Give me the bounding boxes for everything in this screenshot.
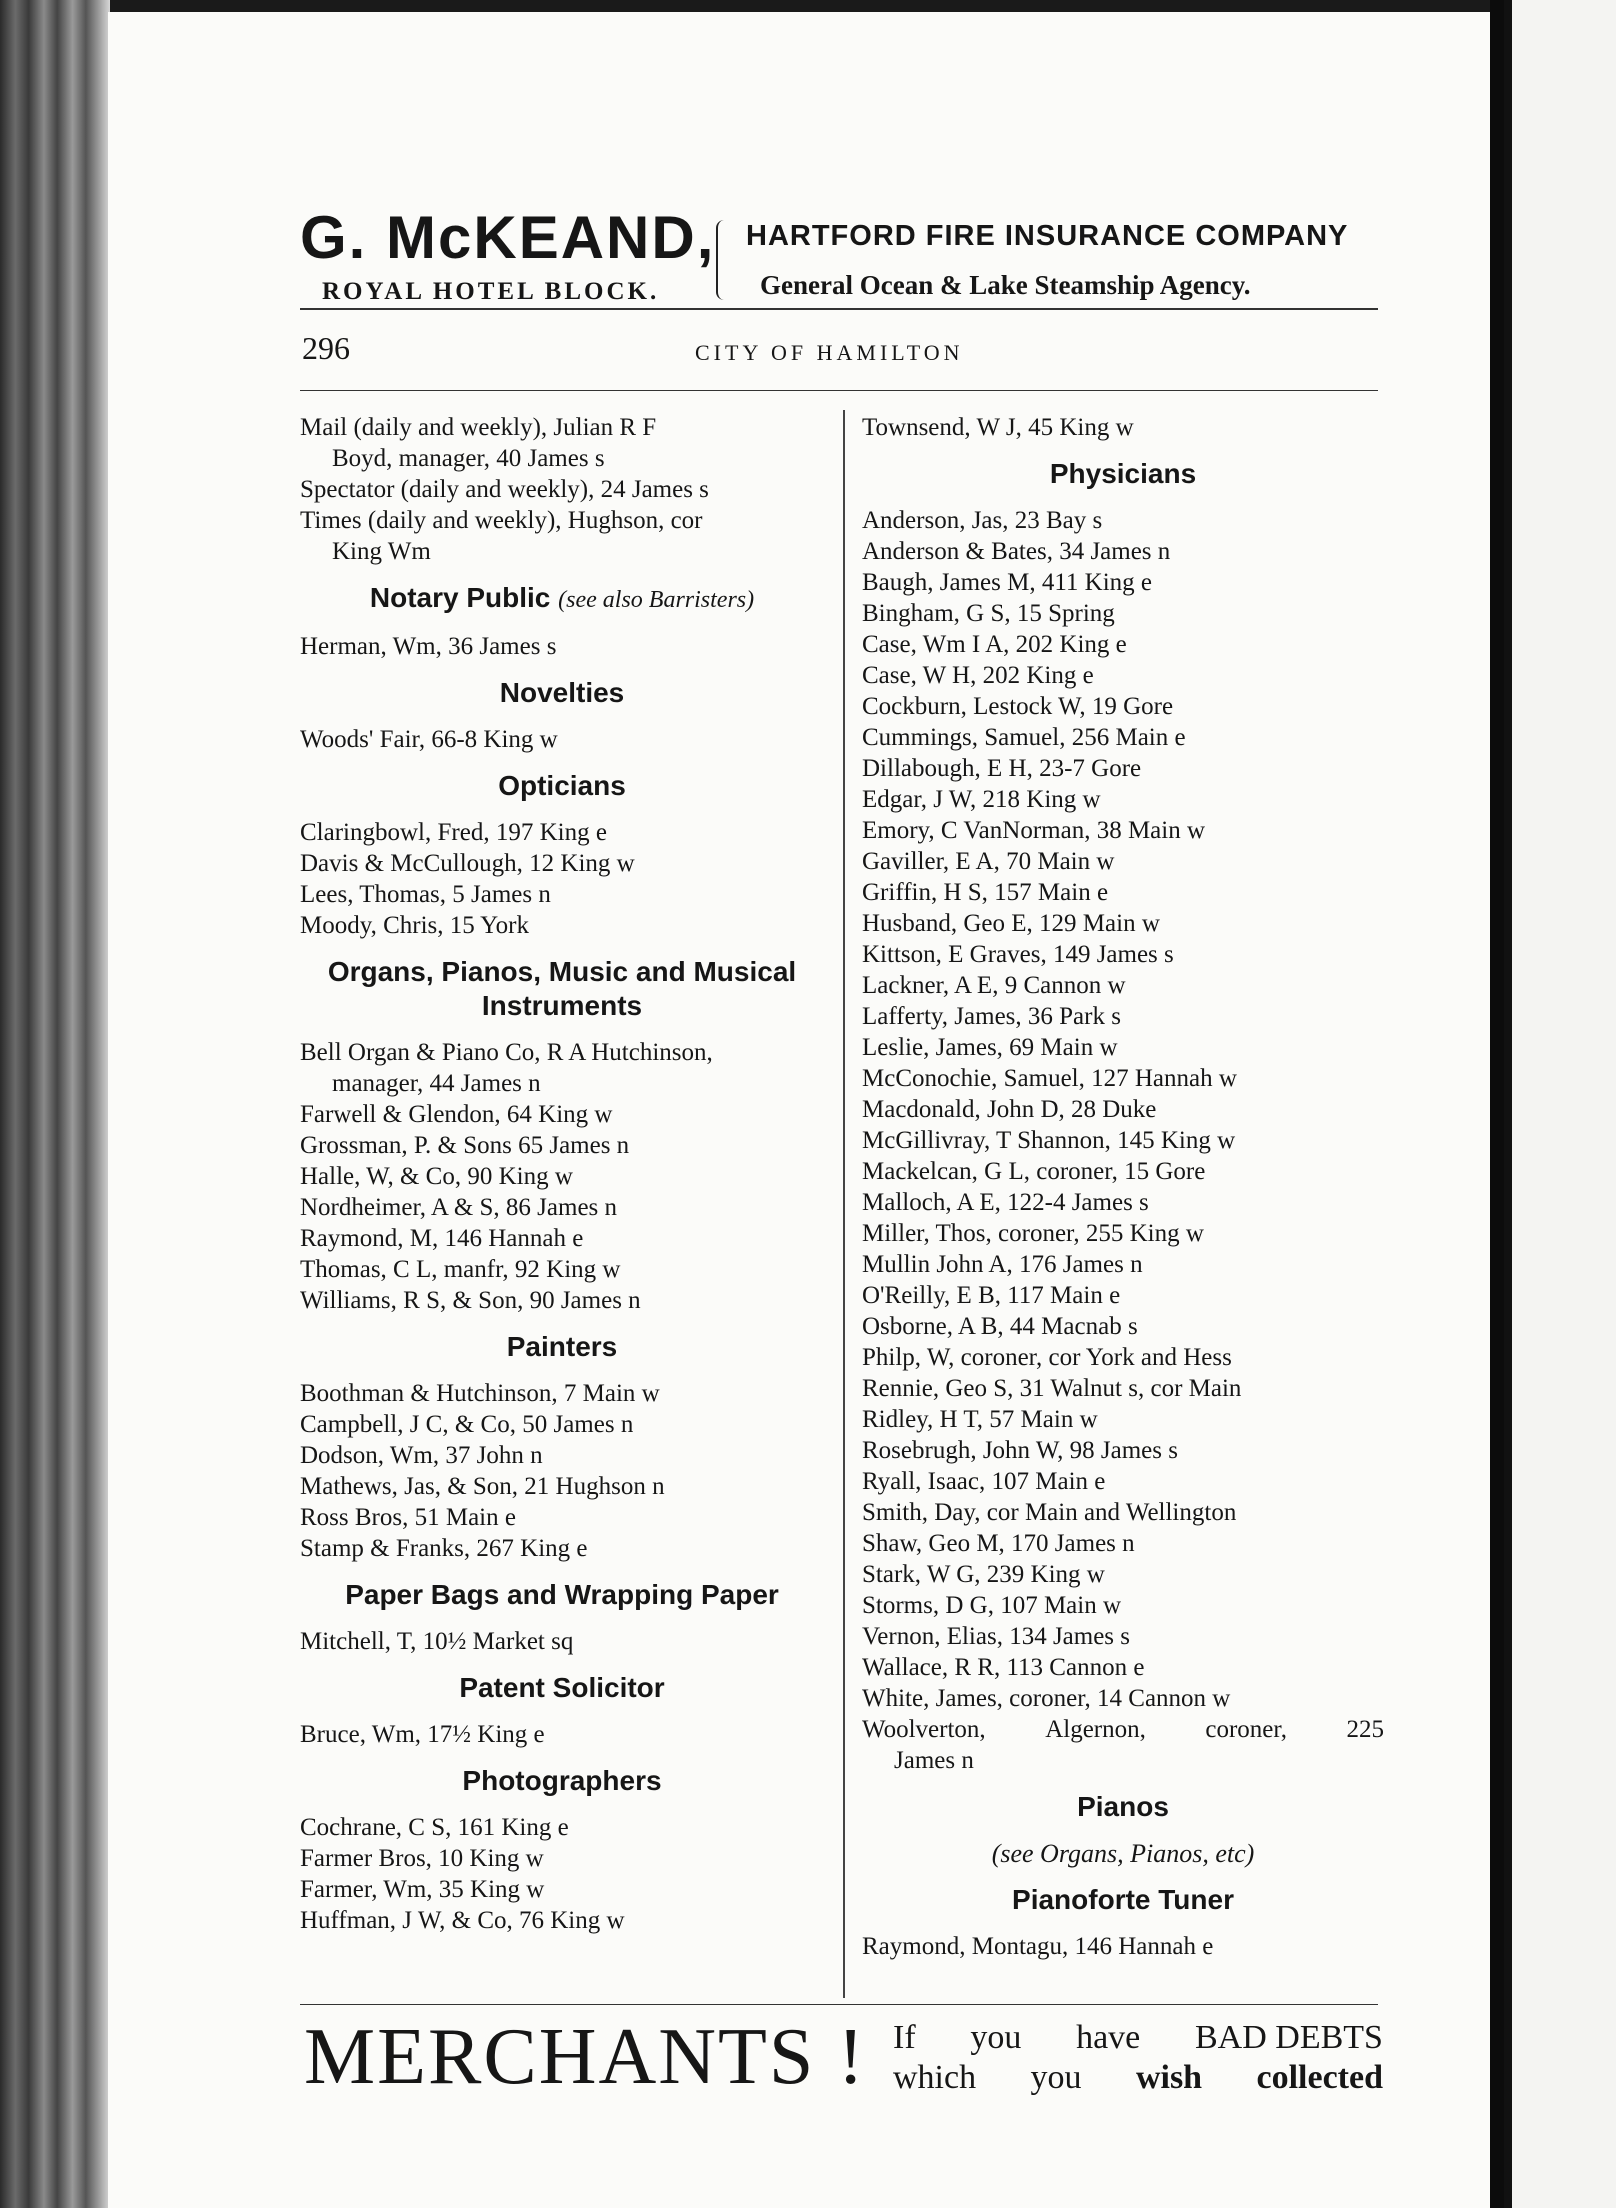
list-item: Lees, Thomas, 5 James n — [300, 881, 551, 908]
left-column — [300, 412, 824, 1936]
section-heading-novelties: Novelties — [499, 677, 625, 708]
section-heading-patent-solicitor: Patent Solicitor — [459, 1672, 665, 1703]
section-heading-organs: Organs, Pianos, Music and Musical Instruments — [327, 956, 797, 1021]
section-heading-paper-bags: Paper Bags and Wrapping Paper — [345, 1579, 779, 1610]
list-item: Edgar, J W, 218 King w — [862, 786, 1101, 813]
list-item: Stark, W G, 239 King w — [862, 1561, 1105, 1588]
list-item: Raymond, Montagu, 146 Hannah e — [862, 1933, 1214, 1960]
cross-reference: (see also Barristers) — [558, 587, 755, 613]
list-item: Nordheimer, A & S, 86 James n — [300, 1194, 618, 1221]
running-title: CITY OF HAMILTON — [695, 340, 964, 365]
section-heading-pianos: Pianos — [1077, 1791, 1169, 1822]
page-number: 296 — [302, 330, 350, 366]
next-page-strip — [1504, 0, 1616, 2208]
section-heading-pianoforte-tuner: Pianoforte Tuner — [1012, 1884, 1234, 1915]
list-item: Husband, Geo E, 129 Main w — [862, 910, 1160, 937]
list-item: Rennie, Geo S, 31 Walnut s, cor Main — [862, 1375, 1242, 1402]
list-item: Leslie, James, 69 Main w — [862, 1034, 1118, 1061]
list-item: Gaviller, E A, 70 Main w — [862, 848, 1115, 875]
list-item: Case, W H, 202 King e — [862, 662, 1094, 689]
list-item: Dillabough, E H, 23-7 Gore — [862, 755, 1142, 782]
header-advertisement — [300, 200, 1380, 310]
physicians-list — [862, 505, 1384, 1714]
list-item: Farwell & Glendon, 64 King w — [300, 1101, 613, 1128]
list-item: Emory, C VanNorman, 38 Main w — [862, 817, 1206, 844]
list-item: Lafferty, James, 36 Park s — [862, 1003, 1121, 1030]
section-heading-opticians: Opticians — [498, 770, 626, 801]
firm-name: G. McKEAND, — [300, 204, 716, 271]
list-item: Osborne, A B, 44 Macnab s — [862, 1313, 1138, 1340]
list-item: Moody, Chris, 15 York — [300, 912, 529, 939]
section-heading-photographers: Photographers — [462, 1765, 662, 1796]
title-rule — [300, 390, 1378, 391]
list-item: Vernon, Elias, 134 James s — [862, 1623, 1131, 1650]
brace-divider — [716, 220, 732, 300]
list-item: Spectator (daily and weekly), 24 James s — [300, 476, 709, 503]
cross-reference: (see Organs, Pianos, etc) — [991, 1839, 1255, 1868]
steamship-agency: General Ocean & Lake Steamship Agency. — [760, 270, 1251, 300]
list-item: Herman, Wm, 36 James s — [300, 633, 557, 660]
list-item: Townsend, W J, 45 King w — [862, 414, 1134, 441]
list-item: Cockburn, Lestock W, 19 Gore — [862, 693, 1174, 720]
list-item: Rosebrugh, John W, 98 James s — [862, 1437, 1178, 1464]
merchants-headline: MERCHANTS ! — [304, 2013, 867, 2101]
section-heading-painters: Painters — [506, 1331, 618, 1362]
list-item: Mullin John A, 176 James n — [862, 1251, 1143, 1278]
list-item: Ridley, H T, 57 Main w — [862, 1406, 1098, 1433]
list-item: Ross Bros, 51 Main e — [300, 1504, 516, 1531]
list-item: White, James, coroner, 14 Cannon w — [862, 1685, 1231, 1712]
list-item: Mathews, Jas, & Son, 21 Hughson n — [300, 1473, 665, 1500]
list-item: Malloch, A E, 122-4 James s — [862, 1189, 1149, 1216]
list-item: Claringbowl, Fred, 197 King e — [300, 819, 607, 846]
list-item: Griffin, H S, 157 Main e — [862, 879, 1109, 906]
section-heading-physicians: Physicians — [1049, 458, 1197, 489]
list-item: Cochrane, C S, 161 King e — [300, 1814, 569, 1841]
book-edge — [0, 0, 110, 2208]
list-item: Campbell, J C, & Co, 50 James n — [300, 1411, 634, 1438]
list-item: Case, Wm I A, 202 King e — [862, 631, 1127, 658]
list-item: Woods' Fair, 66-8 King w — [300, 726, 558, 753]
list-item: Wallace, R R, 113 Cannon e — [862, 1654, 1145, 1681]
list-item: Lackner, A E, 9 Cannon w — [862, 972, 1126, 999]
list-item: McGillivray, T Shannon, 145 King w — [862, 1127, 1236, 1154]
list-item: Philp, W, coroner, cor York and Hess — [862, 1344, 1232, 1371]
list-item: Macdonald, John D, 28 Duke — [862, 1096, 1157, 1123]
list-item: Miller, Thos, coroner, 255 King w — [862, 1220, 1204, 1247]
list-item: Stamp & Franks, 267 King e — [300, 1535, 588, 1562]
list-item: Bell Organ & Piano Co, R A Hutchinson, manager, 44 James n — [300, 1039, 713, 1097]
list-item: Huffman, J W, & Co, 76 King w — [300, 1907, 625, 1934]
list-item: Raymond, M, 146 Hannah e — [300, 1225, 584, 1252]
debt-collection-ad: If you have BAD DEBTS which you wish collected — [893, 2019, 1383, 2096]
list-item: Ryall, Isaac, 107 Main e — [862, 1468, 1106, 1495]
list-item: Storms, D G, 107 Main w — [862, 1592, 1122, 1619]
list-item: Woolverton, Algernon, coroner, 225 James n — [862, 1716, 1384, 1774]
list-item: Farmer Bros, 10 King w — [300, 1845, 544, 1872]
list-item: Boothman & Hutchinson, 7 Main w — [300, 1380, 660, 1407]
list-item: Williams, R S, & Son, 90 James n — [300, 1287, 641, 1314]
list-item: McConochie, Samuel, 127 Hannah w — [862, 1065, 1237, 1092]
list-item: Thomas, C L, manfr, 92 King w — [300, 1256, 621, 1283]
list-item: Mail (daily and weekly), Julian R F Boyd, manager, 40 James s — [300, 414, 657, 472]
list-item: O'Reilly, E B, 117 Main e — [862, 1282, 1121, 1309]
list-item: Davis & McCullough, 12 King w — [300, 850, 635, 877]
list-item: Smith, Day, cor Main and Wellington — [862, 1499, 1237, 1526]
list-item: Farmer, Wm, 35 King w — [300, 1876, 545, 1903]
list-item: Bingham, G S, 15 Spring — [862, 600, 1115, 627]
list-item: Mitchell, T, 10½ Market sq — [300, 1628, 574, 1655]
column-divider — [843, 410, 845, 1998]
list-item: Cummings, Samuel, 256 Main e — [862, 724, 1186, 751]
section-heading-notary: Notary Public (see also Barristers) — [369, 582, 755, 613]
list-item: Mackelcan, G L, coroner, 15 Gore — [862, 1158, 1206, 1185]
right-column — [862, 412, 1384, 1962]
list-item: Halle, W, & Co, 90 King w — [300, 1163, 573, 1190]
list-item: Anderson, Jas, 23 Bay s — [862, 507, 1103, 534]
firm-address: ROYAL HOTEL BLOCK. — [322, 278, 660, 305]
list-item: Kittson, E Graves, 149 James s — [862, 941, 1174, 968]
list-item: Bruce, Wm, 17½ King e — [300, 1721, 545, 1748]
list-item: Anderson & Bates, 34 James n — [862, 538, 1171, 565]
list-item: Baugh, James M, 411 King e — [862, 569, 1153, 596]
list-item: Grossman, P. & Sons 65 James n — [300, 1132, 630, 1159]
list-item: Dodson, Wm, 37 John n — [300, 1442, 543, 1469]
list-item: Times (daily and weekly), Hughson, cor King Wm — [300, 507, 703, 565]
footer-rule — [300, 2004, 1378, 2005]
list-item: Shaw, Geo M, 170 James n — [862, 1530, 1135, 1557]
insurance-company: HARTFORD FIRE INSURANCE COMPANY — [746, 220, 1349, 252]
header-rule — [300, 308, 1378, 310]
